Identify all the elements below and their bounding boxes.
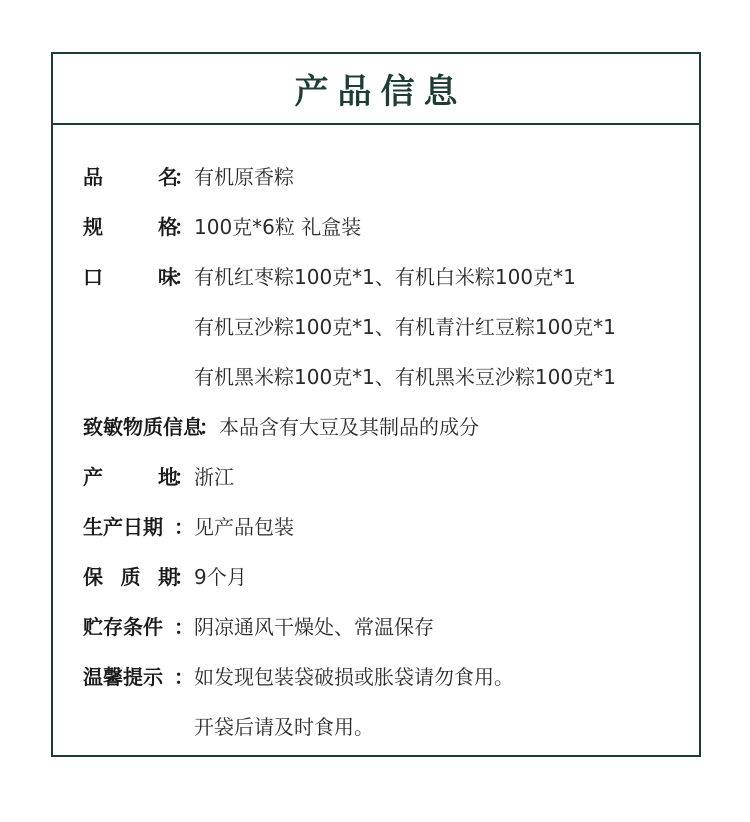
label-char: 味 xyxy=(158,264,178,289)
row-allergen xyxy=(83,400,689,450)
label-colon: ： xyxy=(174,514,194,539)
label-shelf-life xyxy=(83,561,194,590)
label-text: 生产日期 xyxy=(83,514,163,539)
label-char: 规 xyxy=(83,214,103,239)
label-char: 口 xyxy=(83,264,103,289)
row-date xyxy=(83,500,689,550)
label-colon: ： xyxy=(174,264,194,289)
label-char: 品 xyxy=(83,164,103,189)
value-allergen: 本品含有大豆及其制品的成分 xyxy=(219,414,479,439)
value-spec: 100克*6粒 礼盒装 xyxy=(194,214,362,239)
label-text: 贮存条件 xyxy=(83,614,163,639)
label-colon: ： xyxy=(174,664,194,689)
label-char: 保 xyxy=(83,564,103,589)
value-tips-line-2: 开袋后请及时食用。 xyxy=(194,714,374,739)
label-char: 产 xyxy=(83,464,103,489)
label-colon: ： xyxy=(199,414,219,439)
row-spec xyxy=(83,200,689,250)
page-title: 产品信息 xyxy=(294,72,467,112)
label-char: 期 xyxy=(158,564,178,589)
label-flavor xyxy=(83,261,194,290)
label-colon: ： xyxy=(174,464,194,489)
value-flavor-line-2: 有机豆沙粽100克*1、有机青汁红豆粽100克*1 xyxy=(194,314,616,339)
label-name xyxy=(83,161,194,190)
value-origin: 浙江 xyxy=(194,464,234,489)
value-flavor-line-1: 有机红枣粽100克*1、有机白米粽100克*1 xyxy=(194,264,576,289)
label-char: 质 xyxy=(120,564,141,589)
row-name xyxy=(83,150,689,200)
info-rows xyxy=(83,150,689,750)
row-tips-cont xyxy=(83,700,689,750)
label-char: 地 xyxy=(158,464,178,489)
label-text: 温馨提示 xyxy=(83,664,163,689)
row-storage xyxy=(83,600,689,650)
row-origin xyxy=(83,450,689,500)
row-flavor-cont-2 xyxy=(83,350,689,400)
label-spec xyxy=(83,211,194,240)
label-colon: ： xyxy=(174,614,194,639)
value-name: 有机原香粽 xyxy=(194,164,294,189)
value-date: 见产品包装 xyxy=(194,514,294,539)
label-origin xyxy=(83,461,194,490)
label-colon: ： xyxy=(174,214,194,239)
row-tips xyxy=(83,650,689,700)
label-char: 格 xyxy=(158,214,178,239)
label-allergen xyxy=(83,411,219,440)
row-flavor-cont-1 xyxy=(83,300,689,350)
value-shelf-life: 9个月 xyxy=(194,564,247,589)
label-date xyxy=(83,511,194,540)
label-colon: ： xyxy=(174,164,194,189)
row-shelf-life xyxy=(83,550,689,600)
label-storage xyxy=(83,611,194,640)
label-char: 名 xyxy=(158,164,178,189)
product-info-card xyxy=(51,52,701,757)
label-text: 致敏物质信息 xyxy=(83,414,203,439)
row-flavor xyxy=(83,250,689,300)
label-colon: ： xyxy=(174,564,194,589)
value-storage: 阴凉通风干燥处、常温保存 xyxy=(194,614,434,639)
value-flavor-line-3: 有机黑米粽100克*1、有机黑米豆沙粽100克*1 xyxy=(194,364,616,389)
card-header xyxy=(53,54,699,125)
label-tips xyxy=(83,661,194,690)
value-tips-line-1: 如发现包装袋破损或胀袋请勿食用。 xyxy=(194,664,514,689)
